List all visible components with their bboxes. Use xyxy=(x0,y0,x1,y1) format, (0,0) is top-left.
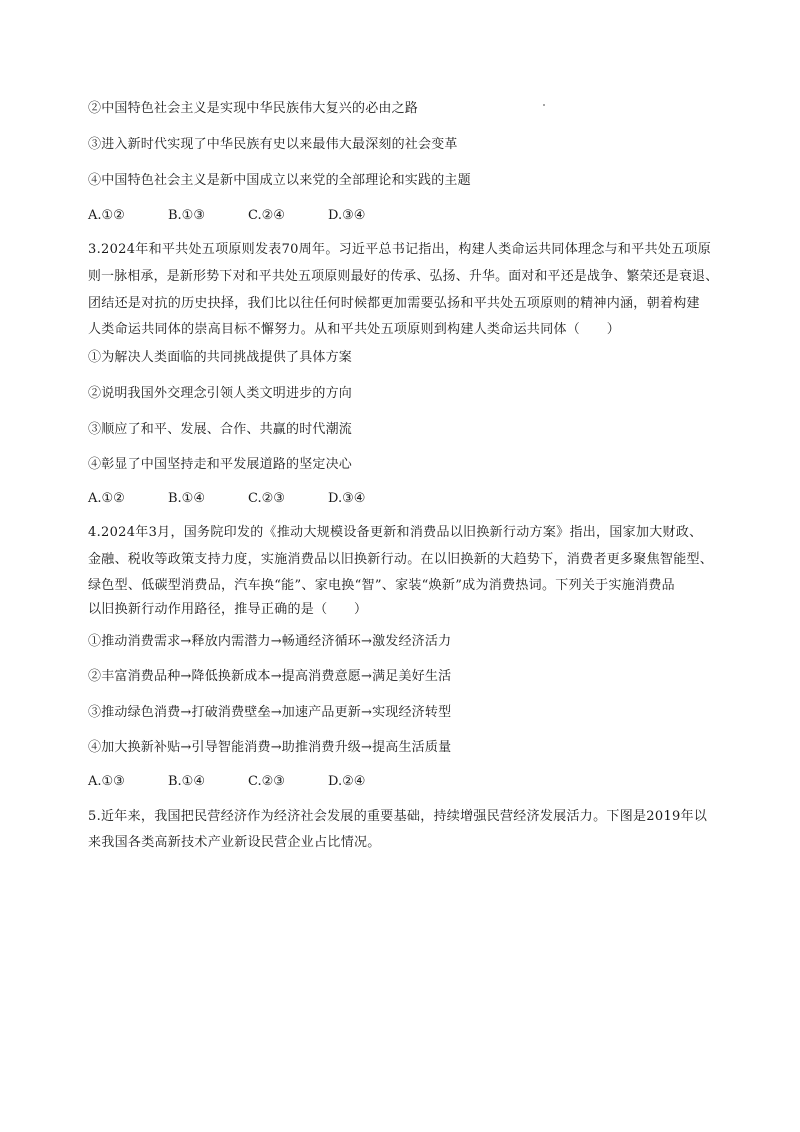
q2-item-4: ④中国特色社会主义是新中国成立以来党的全部理论和实践的主题 xyxy=(88,173,471,188)
q3-option-d[interactable]: D.③④ xyxy=(328,491,366,506)
q4-option-d[interactable]: D.②④ xyxy=(328,774,366,789)
q3-option-b[interactable]: B.①④ xyxy=(168,491,205,506)
q3-stem-line: 则一脉相承，是新形势下对和平共处五项原则最好的传承、弘扬、升华。面对和平还是战争、繁荣还是衰退、 xyxy=(88,269,719,284)
q4-item-2: ②丰富消费品种→降低换新成本→提高消费意愿→满足美好生活 xyxy=(88,669,452,684)
q2-item-3: ③进入新时代实现了中华民族有史以来最伟大最深刻的社会变革 xyxy=(88,137,458,152)
q4-option-a[interactable]: A.①③ xyxy=(88,774,125,789)
q3-option-c[interactable]: C.②③ xyxy=(248,491,285,506)
q4-stem-line: 以旧换新行动作用路径，推导正确的是（ ） xyxy=(88,602,368,617)
q4-options xyxy=(88,774,408,790)
q3-item-1: ①为解决人类面临的共同挑战提供了具体方案 xyxy=(88,350,353,365)
q4-item-1: ①推动消费需求→释放内需潜力→畅通经济循环→激发经济活力 xyxy=(88,634,452,649)
q3-options xyxy=(88,491,408,507)
scan-speck xyxy=(543,104,545,106)
q2-item-2: ②中国特色社会主义是实现中华民族伟大复兴的必由之路 xyxy=(88,101,419,116)
q4-option-b[interactable]: B.①④ xyxy=(168,774,205,789)
q3-item-4: ④彰显了中国坚持走和平发展道路的坚定决心 xyxy=(88,457,353,472)
q2-options xyxy=(88,208,408,224)
q3-stem-line: 团结还是对抗的历史抉择，我们比以往任何时候都更加需要弘扬和平共处五项原则的精神内涵，朝着构建 xyxy=(88,296,700,311)
q4-option-c[interactable]: C.②③ xyxy=(248,774,285,789)
q4-stem-line: 绿色型、低碳型消费品，汽车换“能”、家电换“智”、家装“焕新”成为消费热词。下列关于实施消费品 xyxy=(88,578,675,593)
q3-item-2: ②说明我国外交理念引领人类文明进步的方向 xyxy=(88,386,353,401)
q2-option-a[interactable]: A.①② xyxy=(88,208,125,223)
q3-option-a[interactable]: A.①② xyxy=(88,491,125,506)
q4-stem-line: 4.2024年3月，国务院印发的《推动大规模设备更新和消费品以旧换新行动方案》指出，国家加大财政、 xyxy=(88,525,703,540)
q2-option-d[interactable]: D.③④ xyxy=(328,208,366,223)
q3-stem-line: 人类命运共同体的崇高目标不懈努力。从和平共处五项原则到构建人类命运共同体（ ） xyxy=(88,322,621,337)
q2-option-b[interactable]: B.①③ xyxy=(168,208,205,223)
q5-stem-line: 5.近年来，我国把民营经济作为经济社会发展的重要基础，持续增强民营经济发展活力。下图是2019年以 xyxy=(88,809,708,824)
q3-item-3: ③顺应了和平、发展、合作、共赢的时代潮流 xyxy=(88,422,353,437)
q2-option-c[interactable]: C.②④ xyxy=(248,208,285,223)
q4-stem-line: 金融、税收等政策支持力度，实施消费品以旧换新行动。在以旧换新的大趋势下，消费者更多聚焦智能型、 xyxy=(88,552,714,567)
q4-item-3: ③推动绿色消费→打破消费壁垒→加速产品更新→实现经济转型 xyxy=(88,705,452,720)
q3-stem-line: 3.2024年和平共处五项原则发表70周年。习近平总书记指出，构建人类命运共同体理念与和平共处五项原 xyxy=(88,242,712,257)
q4-item-4: ④加大换新补贴→引导智能消费→助推消费升级→提高生活质量 xyxy=(88,740,452,755)
q5-stem-line: 来我国各类高新技术产业新设民营企业占比情况。 xyxy=(88,835,381,850)
